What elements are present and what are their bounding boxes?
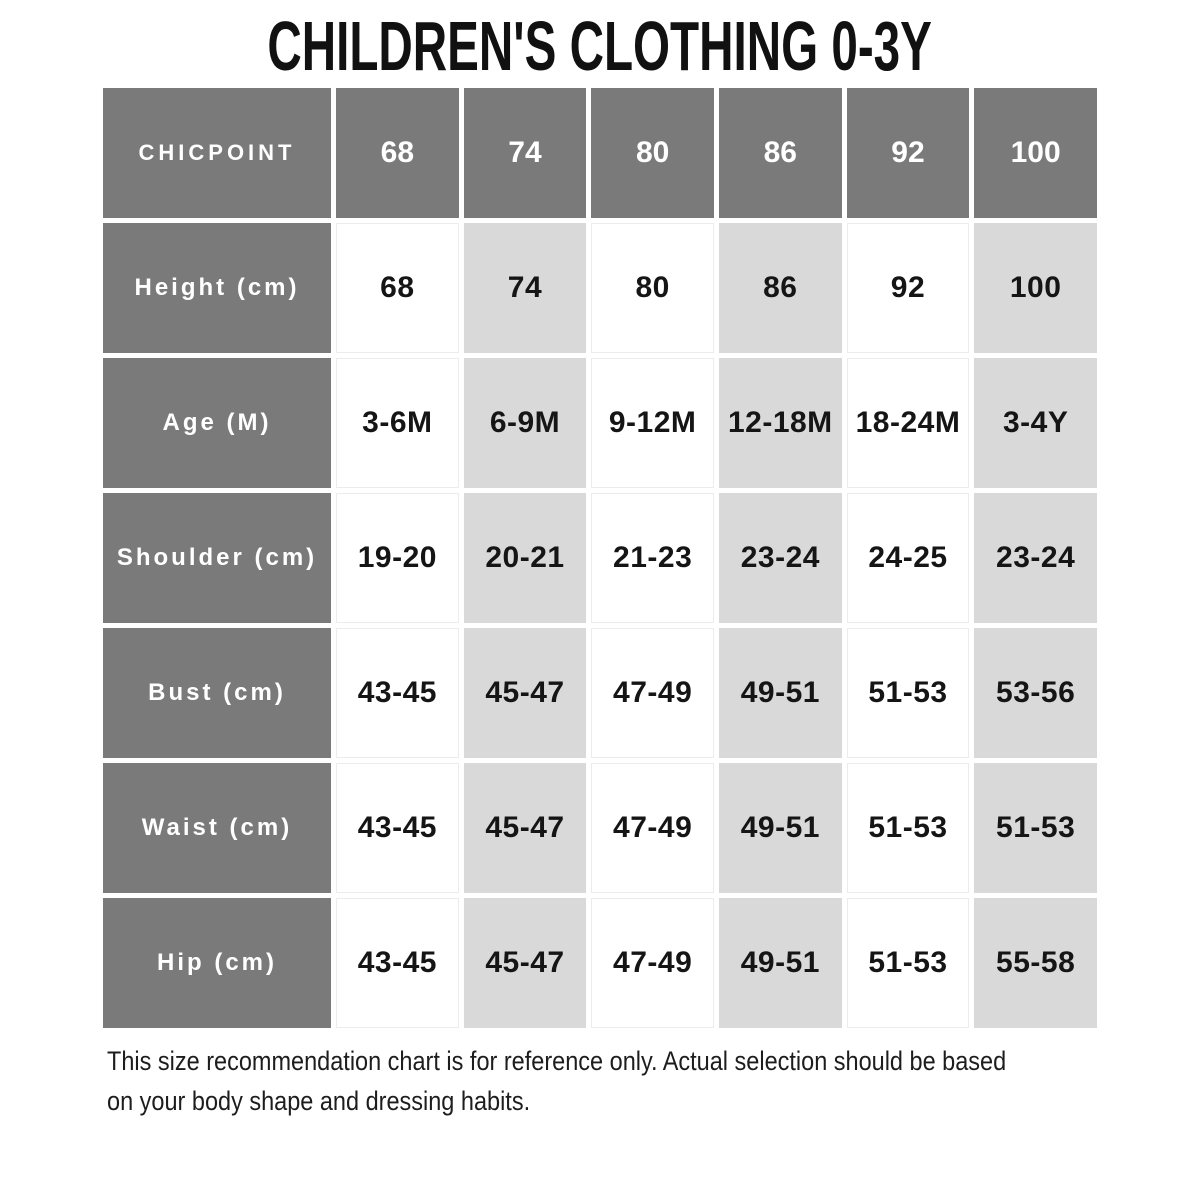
footer-note-line-1: This size recommendation chart is for reference only. Actual selection should be based [107, 1046, 1007, 1076]
table-cell-shoulder-100: 23-24 [974, 493, 1097, 623]
table-cell-height-74: 74 [464, 223, 587, 353]
title-area [0, 0, 1200, 88]
size-column-header-92: 92 [847, 88, 970, 218]
table-cell-bust-92: 51-53 [847, 628, 970, 758]
table-cell-age-92: 18-24M [847, 358, 970, 488]
size-table [103, 88, 1097, 1028]
table-cell-hip-74: 45-47 [464, 898, 587, 1028]
table-cell-waist-68: 43-45 [336, 763, 459, 893]
table-cell-height-100: 100 [974, 223, 1097, 353]
table-cell-waist-80: 47-49 [591, 763, 714, 893]
row-label-bust: Bust (cm) [103, 628, 331, 758]
row-label-shoulder: Shoulder (cm) [103, 493, 331, 623]
table-cell-hip-80: 47-49 [591, 898, 714, 1028]
table-cell-age-86: 12-18M [719, 358, 842, 488]
table-cell-hip-92: 51-53 [847, 898, 970, 1028]
size-column-header-74: 74 [464, 88, 587, 218]
table-cell-bust-100: 53-56 [974, 628, 1097, 758]
table-cell-age-80: 9-12M [591, 358, 714, 488]
table-cell-hip-100: 55-58 [974, 898, 1097, 1028]
table-cell-shoulder-80: 21-23 [591, 493, 714, 623]
table-cell-height-68: 68 [336, 223, 459, 353]
table-cell-waist-92: 51-53 [847, 763, 970, 893]
row-label-age: Age (M) [103, 358, 331, 488]
table-cell-height-80: 80 [591, 223, 714, 353]
size-column-header-68: 68 [336, 88, 459, 218]
footer-note-line-2: on your body shape and dressing habits. [107, 1086, 531, 1116]
page-title: CHILDREN'S CLOTHING 0-3Y [267, 7, 933, 85]
table-cell-bust-80: 47-49 [591, 628, 714, 758]
table-cell-waist-74: 45-47 [464, 763, 587, 893]
table-cell-bust-86: 49-51 [719, 628, 842, 758]
table-cell-height-92: 92 [847, 223, 970, 353]
table-cell-height-86: 86 [719, 223, 842, 353]
table-cell-age-100: 3-4Y [974, 358, 1097, 488]
table-cell-bust-68: 43-45 [336, 628, 459, 758]
table-cell-waist-100: 51-53 [974, 763, 1097, 893]
size-column-header-86: 86 [719, 88, 842, 218]
table-cell-bust-74: 45-47 [464, 628, 587, 758]
row-label-hip: Hip (cm) [103, 898, 331, 1028]
footer-note [103, 1041, 1097, 1121]
brand-header-cell: CHICPOINT [103, 88, 331, 218]
table-cell-shoulder-74: 20-21 [464, 493, 587, 623]
table-cell-hip-86: 49-51 [719, 898, 842, 1028]
size-column-header-100: 100 [974, 88, 1097, 218]
row-label-height: Height (cm) [103, 223, 331, 353]
table-cell-shoulder-92: 24-25 [847, 493, 970, 623]
table-cell-shoulder-86: 23-24 [719, 493, 842, 623]
table-cell-shoulder-68: 19-20 [336, 493, 459, 623]
table-cell-waist-86: 49-51 [719, 763, 842, 893]
table-cell-age-68: 3-6M [336, 358, 459, 488]
row-label-waist: Waist (cm) [103, 763, 331, 893]
size-column-header-80: 80 [591, 88, 714, 218]
table-cell-age-74: 6-9M [464, 358, 587, 488]
table-cell-hip-68: 43-45 [336, 898, 459, 1028]
